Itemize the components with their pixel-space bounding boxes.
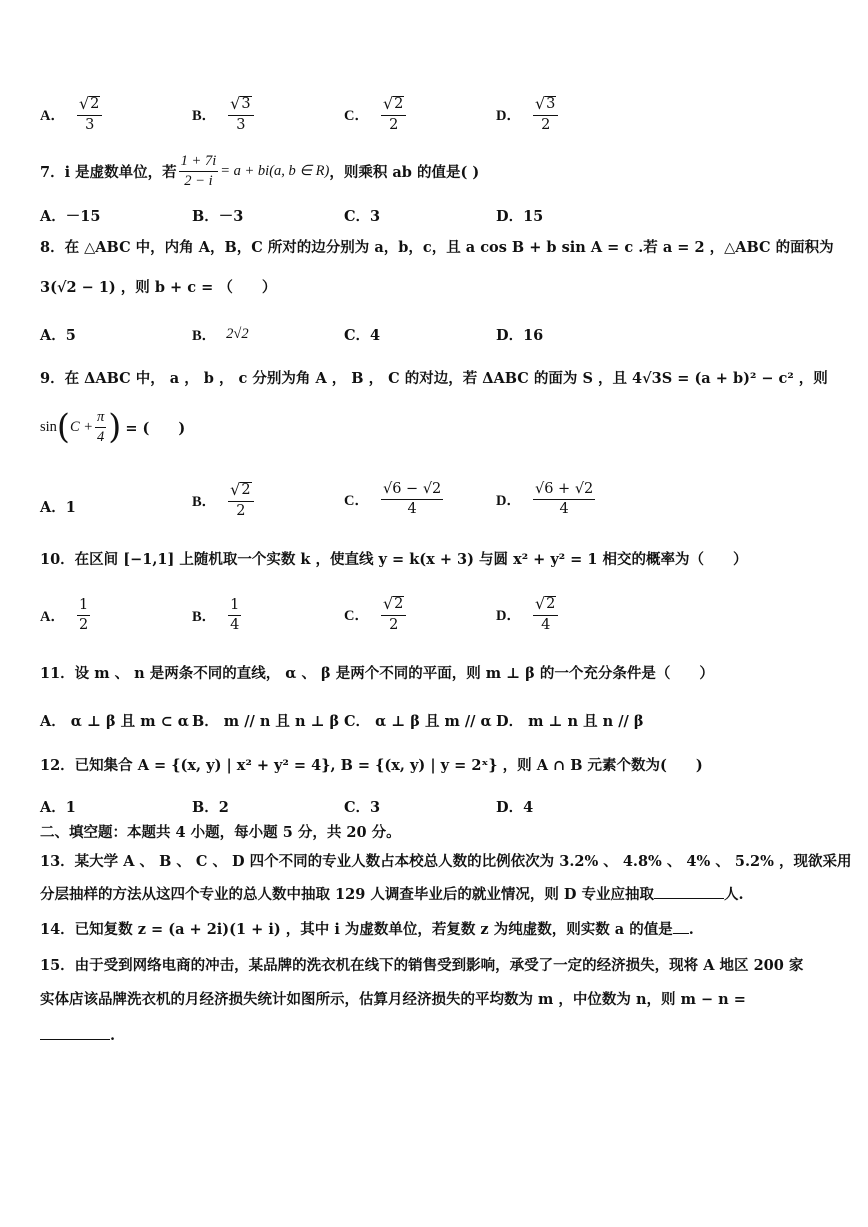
fraction: √ 3 3: [228, 96, 253, 132]
q11-option-c: C． α ⊥ β 且 m // α: [344, 713, 492, 730]
q12-option-a: A．1: [40, 799, 76, 816]
q11-option-a: A． α ⊥ β 且 m ⊂ α: [40, 713, 189, 730]
fraction: $\frac{\pi}{4}$: [97, 409, 105, 445]
q8-option-b: B． 2√2: [192, 326, 249, 344]
q6-option-d: D． √ 3 2: [496, 96, 560, 132]
q11-stem: 11．设 m 、 n 是两条不同的直线， α 、 β 是两个不同的平面，则 m ⊥ β 的一个充分条件是（ ）: [40, 665, 714, 682]
q11-option-b: B． m // n 且 n ⊥ β: [192, 713, 340, 730]
answer-blank: [40, 1039, 110, 1040]
answer-blank: [673, 933, 689, 934]
q12-option-d: D．4: [496, 799, 534, 816]
q11-option-d: D． m ⊥ n 且 n // β: [496, 713, 644, 730]
q7-option-b: B．－3: [192, 208, 244, 225]
q15-stem-line3: .: [40, 1026, 838, 1046]
q8-stem-line2: 3(√2 − 1) ，则 b + c = （ ）: [40, 279, 277, 296]
q8-stem-line1: 8．在 △ABC 中，内角 A，B，C 所对的边分别为 a，b，c，且 a cos B + b sin A = c .若 a = 2 ，△ABC 的面积为: [40, 239, 834, 256]
q10-option-a: A． $\frac{1}{2}$: [40, 597, 89, 633]
fraction: $\frac{√6 + √2}{4}$: [534, 481, 594, 517]
q10-stem: 10．在区间 [−1,1] 上随机取一个实数 k ，使直线 y = k(x + 3) 与圆 x² + y² = 1 相交的概率为（ ）: [40, 551, 748, 568]
fraction: $\frac{1 + 7i}{2 - i}$: [180, 153, 217, 189]
fraction: $\frac{√6 - √2}{4}$: [382, 481, 442, 517]
q13-stem-line1: 13．某大学 A 、 B 、 C 、 D 四个不同的专业人数占本校总人数的比例依次为 3.2% 、 4.8% 、 4% 、 5.2% ，现欲采用: [40, 853, 852, 870]
q15-stem-line2: 实体店该品牌洗衣机的月经济损失统计如图所示，估算月经济损失的平均数为 m ，中位数为 n，则 m − n =: [40, 991, 746, 1008]
q7-stem: 7．i 是虚数单位，若 $\frac{1 + 7i}{2 - i}$ = a + bi(a, b ∈ R) ，则乘积 ab 的值是( ): [40, 153, 480, 189]
q9-option-c: C． $\frac{√6 - √2}{4}$: [344, 481, 442, 517]
section-heading: 二、填空题：本题共 4 小题，每小题 5 分，共 20 分。: [40, 824, 401, 841]
fraction: √ 2 4: [533, 596, 558, 632]
q7-option-c: C．3: [344, 208, 381, 225]
q10-option-d: D． √ 2 4: [496, 596, 560, 632]
q6-option-c: C． √ 2 2: [344, 96, 408, 132]
fraction: √ 2 2: [381, 596, 406, 632]
q14-stem: 14．已知复数 z = (a + 2i)(1 + i) ，其中 i 为虚数单位，若复数 z 为纯虚数，则实数 a 的值是 .: [40, 921, 694, 938]
q10-option-c: C． √ 2 2: [344, 596, 408, 632]
q12-option-b: B．2: [192, 799, 229, 816]
q7-option-a: A．－15: [40, 208, 101, 225]
q8-option-d: D．16: [496, 327, 544, 344]
q10-option-b: B． $\frac{1}{4}$: [192, 597, 240, 633]
q8-option-c: C．4: [344, 327, 381, 344]
fraction: √ 2 2: [381, 96, 406, 132]
answer-blank: [654, 898, 724, 899]
q12-option-c: C．3: [344, 799, 381, 816]
fraction: √ 2 2: [228, 482, 253, 518]
fraction: $\frac{1}{4}$: [230, 597, 240, 633]
q15-stem-line1: 15．由于受到网络电商的冲击，某品牌的洗衣机在线下的销售受到影响，承受了一定的经济损失，现将 A 地区 200 家: [40, 957, 804, 974]
q9-option-d: D． $\frac{√6 + √2}{4}$: [496, 481, 594, 517]
q9-stem-line1: 9．在 ΔABC 中， a ， b ， c 分别为角 A ， B ， C 的对边，若 ΔABC 的面为 S ，且 4√3S = (a + b)² − c² ，则: [40, 370, 828, 387]
q8-option-a: A．5: [40, 327, 76, 344]
q13-stem-line2: 分层抽样的方法从这四个专业的总人数中抽取 129 人调查毕业后的就业情况，则 D 专业应抽取 人.: [40, 886, 744, 903]
q9-option-a: A．1: [40, 499, 76, 516]
fraction: √ 3 2: [533, 96, 558, 132]
fraction: √ 2 3: [77, 96, 102, 132]
q9-stem-line2: sin ( C + $\frac{\pi}{4}$ ) = ( ): [40, 406, 186, 446]
fraction: $\frac{1}{2}$: [78, 597, 89, 633]
q7-option-d: D．15: [496, 208, 544, 225]
q6-option-b: B． √ 3 3: [192, 96, 256, 132]
q9-option-b: B． √ 2 2: [192, 482, 256, 518]
q12-stem: 12．已知集合 A = {(x, y) | x² + y² = 4}, B = {(x, y) | y = 2ˣ} ，则 A ∩ B 元素个数为( ): [40, 757, 703, 774]
q6-option-a: A． √ 2 3: [40, 96, 104, 132]
